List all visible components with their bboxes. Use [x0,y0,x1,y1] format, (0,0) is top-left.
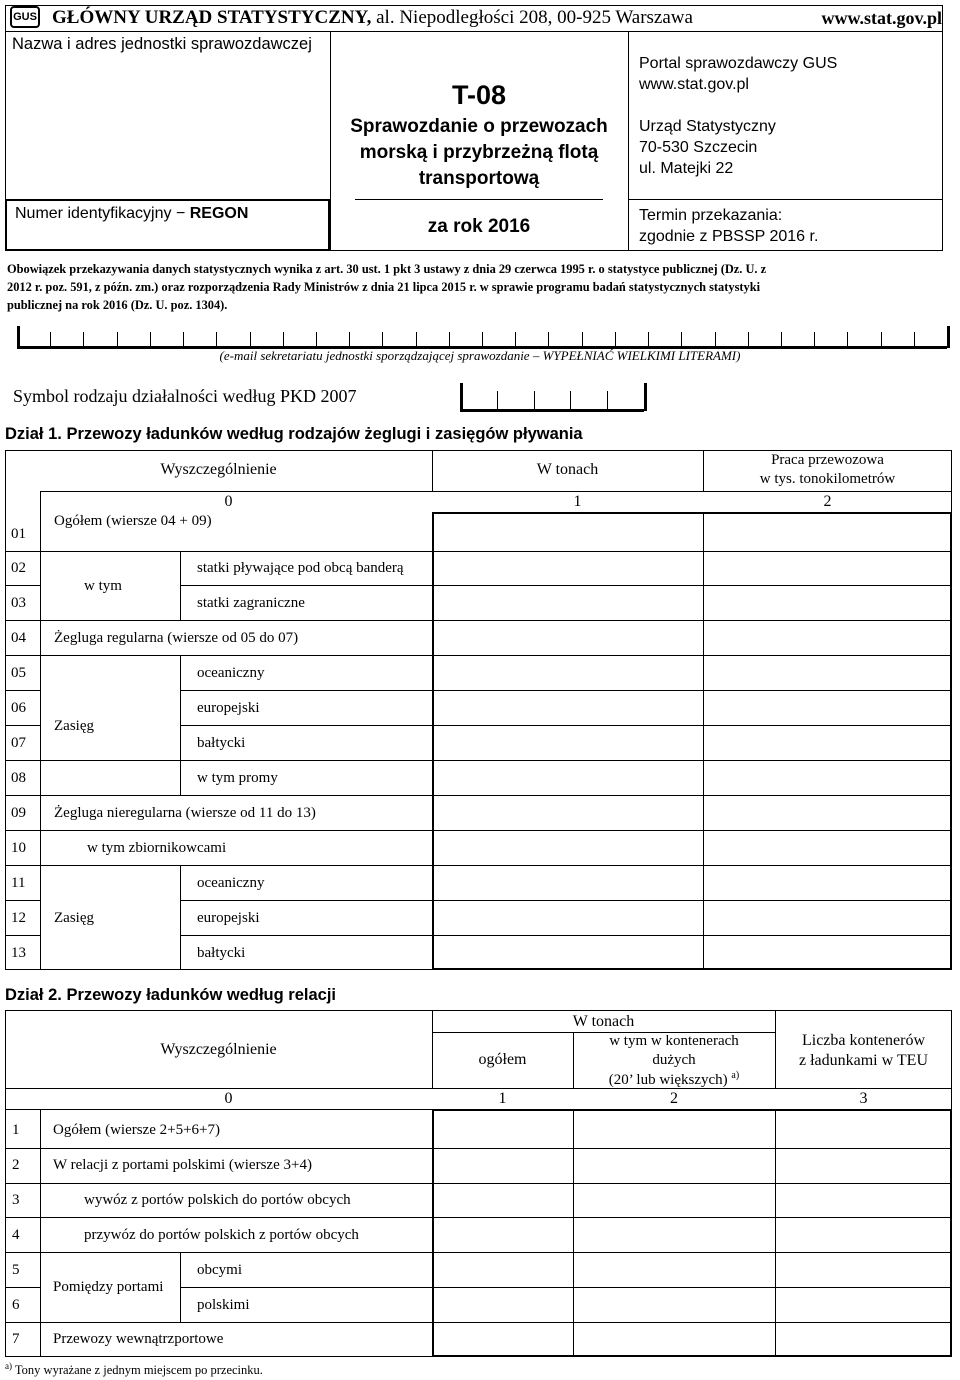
email-char-tick [515,332,516,348]
s1-row-12-num: 12 [11,910,26,926]
email-char-tick [548,332,549,348]
s1-group-zasieg-2: Zasięg [54,910,94,926]
footnote-text: Tony wyrażane z jednym miejscem po przecinku. [12,1363,263,1378]
s1-group-zasieg-1: Zasięg [54,718,94,734]
email-char-tick [117,332,118,348]
portal-line1: Portal sprawozdawczy GUS [639,55,838,72]
s2-row-7-label: Przewozy wewnątrzportowe [53,1331,224,1347]
email-char-tick [715,332,716,348]
s1-col-desc: Wyszczególnienie [160,461,277,478]
s1-row-11-label: oceaniczny [197,875,265,891]
email-caption: (e-mail sekretariatu jednostki sporządzającej sprawozdanie – WYPEŁNIAĆ WIELKIMI LITERAMI) [219,348,741,363]
s2-row-7-num: 7 [12,1331,20,1347]
s2-grid-row-div [434,1322,950,1323]
s1-col-tons: W tonach [536,461,599,478]
s2-col-cont-3-text: (20’ lub większych) [608,1072,728,1088]
gus-logo: GUS [10,6,40,28]
s2-row-6-label: polskimi [197,1297,250,1313]
email-char-tick [615,332,616,348]
form-title-2: morską i przybrzeżną flotą [359,142,599,163]
s1-row-sep [5,900,40,901]
email-char-tick [947,326,950,348]
deadline-rule [628,199,943,200]
s1-col-work-2: w tys. tonokilometrów [759,471,896,487]
s2-col-tons: W tonach [572,1013,635,1030]
org-header [52,7,693,29]
s1-row-02-num: 02 [11,560,26,576]
s1-row-12-label: europejski [197,910,260,926]
s2-row-2-label: W relacji z portami polskimi (wiersze 3+4) [53,1157,312,1173]
s2-grid-row-div [434,1183,950,1184]
regon-label-prefix: Numer identyfikacyjny − [15,205,190,222]
s1-grid-row-div [434,690,950,691]
s2-row-4-num: 4 [12,1227,20,1243]
email-char-tick [83,332,84,348]
s2-col-num0: 0 [224,1090,233,1107]
email-char-tick [416,332,417,348]
regon-label [15,205,248,223]
s2-grid-row-div [434,1252,950,1253]
s2-col-cont-sup: a) [731,1070,740,1081]
s1-row-04-label: Żegluga regularna (wiersze od 05 do 07) [54,630,299,646]
s2-grid-row-div [434,1148,950,1149]
s1-row-sep [5,725,40,726]
s1-grid-row-div [434,900,950,901]
office-line1: Urząd Statystyczny [639,118,776,135]
office-line2: 70-530 Szczecin [639,139,758,156]
s1-row-05-label: oceaniczny [197,665,265,681]
s2-col-num2: 2 [670,1090,678,1107]
s1-col-num0: 0 [224,493,233,510]
s1-group-wtym: w tym [84,578,122,594]
s1-row-sep [180,935,432,936]
email-char-tick [17,326,20,348]
s1-row-sep [5,585,40,586]
s1-row-sep [180,725,432,726]
email-char-tick [748,332,749,348]
s1-row-07-num: 07 [11,735,26,751]
section1-title: Dział 1. Przewozy ładunków według rodzajów żeglugi i zasięgów pływania [5,425,583,443]
deadline-line2: zgodnie z PBSSP 2016 r. [639,228,819,245]
s2-grid-row-div [434,1217,950,1218]
s1-col-work-1: Praca przewozowa [771,452,884,468]
email-char-tick [382,332,383,348]
s2-col-cont-2: dużych [652,1052,696,1068]
section2-title: Dział 2. Przewozy ładunków według relacji [5,986,337,1004]
s2-col-teu-1: Liczba kontenerów [801,1032,926,1049]
header-divider-right [628,31,629,251]
s2-grid-row-div [434,1287,950,1288]
s2-row-sep [180,1287,432,1288]
pkd-char-tick [570,391,571,409]
email-char-tick [183,332,184,348]
s1-grid-row-div [434,655,950,656]
form-title-3: transportową [418,168,540,189]
email-char-tick [482,332,483,348]
legal-line3: publicznej na rok 2016 (Dz. U. poz. 1304). [7,298,228,312]
office-line3: ul. Matejki 22 [639,160,734,177]
s1-row-sep [180,690,432,691]
s1-row-03-num: 03 [11,595,26,611]
email-char-tick [283,332,284,348]
s2-row-2-num: 2 [12,1157,20,1173]
s1-col-num2: 2 [823,493,832,510]
s1-grid-row-div [434,830,950,831]
form-year: za rok 2016 [427,216,531,237]
s1-row-08-label: w tym promy [197,770,278,786]
header-rule [5,31,943,32]
form-title-rule [355,199,603,200]
s1-grid-row-div [434,620,950,621]
s2-row-1-label: Ogółem (wiersze 2+5+6+7) [53,1122,220,1138]
s2-num-col-div [40,1109,41,1357]
email-char-tick [914,332,915,348]
s2-col-teu-2: z ładunkami w TEU [798,1052,928,1069]
s1-row-08-num: 08 [11,770,26,786]
s1-group-div [180,551,181,620]
s1-grid-row-div [434,585,950,586]
s2-row-4-label: przywóz do portów polskich z portów obcych [84,1227,359,1243]
s2-row-sep [5,1109,432,1110]
pkd-label: Symbol rodzaju działalności według PKD 2007 [13,386,357,406]
pkd-char-tick [607,391,608,409]
unit-name-label: Nazwa i adres jednostki sprawozdawczej [12,35,312,53]
org-address: al. Niepodległości 208, 00-925 Warszawa [371,7,693,28]
s1-grid-row-div [434,865,950,866]
s1-group-div [180,655,181,795]
s1-grid-row-div [434,935,950,936]
s2-col-total: ogółem [478,1051,527,1068]
s1-row-05-num: 05 [11,665,26,681]
s1-row-01-label: Ogółem (wiersze 04 + 09) [54,513,212,529]
email-input-grid[interactable] [17,326,947,348]
s2-data-grid[interactable] [432,1109,952,1357]
email-char-tick [50,332,51,348]
email-char-tick [216,332,217,348]
pkd-char-tick [460,383,463,411]
s2-group-div [180,1252,181,1322]
org-name: GŁÓWNY URZĄD STATYSTYCZNY, [52,7,372,28]
s1-row-13-num: 13 [11,945,26,961]
email-char-tick [150,332,151,348]
s2-header-rule [5,1088,952,1089]
s1-row-sep [5,690,40,691]
s2-col-num3: 3 [859,1090,868,1107]
s2-row-6-num: 6 [12,1297,20,1313]
email-char-tick [582,332,583,348]
s2-row-3-label: wywóz z portów polskich do portów obcych [84,1192,351,1208]
legal-line1: Obowiązek przekazywania danych statystycznych wynika z art. 30 ust. 1 pkt 3 ustawy z dnia 29 czerwca 1995 r. o statystyce publicznej (Dz. U. z [7,262,767,276]
s1-row-13-label: bałtycki [197,945,246,961]
s1-data-grid[interactable] [432,512,952,970]
deadline-line1: Termin przekazania: [639,207,783,224]
regon-label-bold: REGON [189,205,249,222]
s2-col-cont-1: w tym w kontenerach [609,1033,739,1049]
s1-row-07-label: bałtycki [197,735,246,751]
s1-row-10-label: w tym zbiornikowcami [87,840,227,856]
s1-row-10-num: 10 [11,840,26,856]
s1-grid-row-div [434,795,950,796]
s2-row-5-label: obcymi [197,1262,242,1278]
email-char-tick [349,332,350,348]
footnote-sup: a) [5,1361,12,1371]
email-char-tick [250,332,251,348]
email-char-tick [648,332,649,348]
s1-row-09-num: 09 [11,805,26,821]
s1-row-sep [180,900,432,901]
s1-row-03-label: statki zagraniczne [197,595,305,611]
email-char-tick [316,332,317,348]
legal-line2: 2012 r. poz. 591, z późn. zm.) oraz rozporządzenia Rady Ministrów z dnia 21 lipca 2015 r. w sprawie programu badań statystycznych statystyki [7,280,761,294]
s2-row-5-num: 5 [12,1262,20,1278]
email-char-tick [781,332,782,348]
s2-col-cont-3 [573,1070,775,1089]
email-char-tick [881,332,882,348]
pkd-char-tick [534,391,535,409]
s2-col-desc: Wyszczególnienie [160,1041,277,1058]
form-code: T-08 [451,80,507,110]
s1-group-div [180,865,181,970]
pkd-input-grid[interactable] [460,383,644,411]
s1-grid-row-div [434,725,950,726]
s1-header-rule [40,491,952,492]
s2-row-sep [5,1287,40,1288]
s2-col-num1: 1 [498,1090,507,1107]
s1-row-09-label: Żegluga nieregularna (wiersze od 11 do 13) [54,805,316,821]
s1-grid-row-div [434,760,950,761]
s1-row-sep [180,585,432,586]
org-website: www.stat.gov.pl [821,8,942,28]
s1-col-num1: 1 [573,493,582,510]
s1-row-sep [5,935,40,936]
pkd-baseline [460,409,644,412]
email-char-tick [847,332,848,348]
email-char-tick [449,332,450,348]
s1-row-06-label: europejski [197,700,260,716]
s1-row-04-num: 04 [11,630,26,646]
email-char-tick [681,332,682,348]
s1-row-06-num: 06 [11,700,26,716]
pkd-char-tick [497,391,498,409]
pkd-char-tick [644,383,647,411]
email-char-tick [814,332,815,348]
s1-num-col-div [40,491,41,970]
s2-row-3-num: 3 [12,1192,20,1208]
footnote [5,1361,263,1378]
form-title-1: Sprawozdanie o przewozach [350,116,608,137]
s1-grid-row-div [434,551,950,552]
s1-row-02-label: statki pływające pod obcą banderą [197,560,404,576]
s1-row-01-num: 01 [11,526,26,542]
portal-line2: www.stat.gov.pl [639,76,749,93]
s2-row-1-num: 1 [12,1122,20,1138]
s2-group-between: Pomiędzy portami [53,1279,164,1295]
s1-row-11-num: 11 [11,875,26,891]
